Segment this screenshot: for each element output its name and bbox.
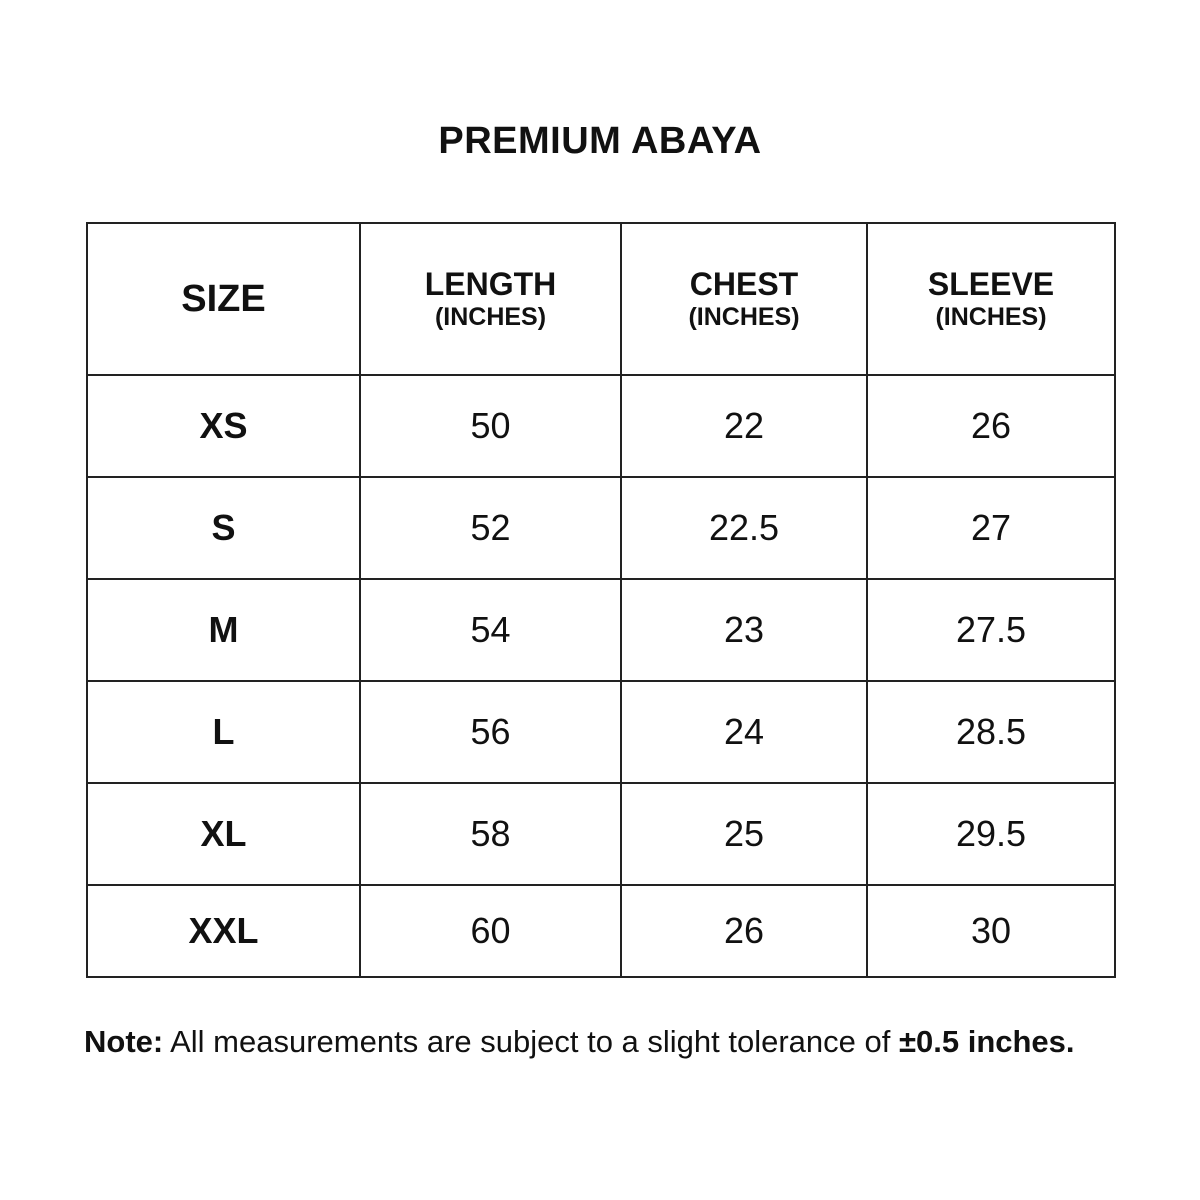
- table-row: [87, 783, 1115, 885]
- sleeve-cell: 27.5: [867, 579, 1115, 681]
- size-cell: XL: [87, 783, 360, 885]
- size-cell: M: [87, 579, 360, 681]
- header-sleeve-unit: (INCHES): [935, 303, 1047, 331]
- header-chest: [621, 223, 867, 375]
- size-cell: XS: [87, 375, 360, 477]
- length-cell: 58: [360, 783, 621, 885]
- size-cell: L: [87, 681, 360, 783]
- table-header-row: [87, 223, 1115, 375]
- table-row: [87, 477, 1115, 579]
- table-row: [87, 885, 1115, 977]
- size-chart-table: [86, 222, 1116, 978]
- length-cell: 52: [360, 477, 621, 579]
- header-sleeve-label: SLEEVE: [927, 266, 1055, 302]
- table-row: [87, 375, 1115, 477]
- size-cell: S: [87, 477, 360, 579]
- length-cell: 54: [360, 579, 621, 681]
- chest-cell: 23: [621, 579, 867, 681]
- header-chest-label: CHEST: [689, 266, 799, 302]
- measurement-note: [84, 1024, 1075, 1060]
- length-cell: 50: [360, 375, 621, 477]
- header-size: [87, 223, 360, 375]
- table-row: [87, 579, 1115, 681]
- chest-cell: 22: [621, 375, 867, 477]
- sleeve-cell: 26: [867, 375, 1115, 477]
- header-size-label: SIZE: [181, 277, 266, 320]
- header-chest-unit: (INCHES): [688, 303, 800, 331]
- sleeve-cell: 28.5: [867, 681, 1115, 783]
- header-length-unit: (INCHES): [434, 303, 547, 331]
- chest-cell: 22.5: [621, 477, 867, 579]
- length-cell: 56: [360, 681, 621, 783]
- length-cell: 60: [360, 885, 621, 977]
- chest-cell: 24: [621, 681, 867, 783]
- header-sleeve: [867, 223, 1115, 375]
- table-row: [87, 681, 1115, 783]
- header-length: [360, 223, 621, 375]
- page-title: PREMIUM ABAYA: [438, 120, 762, 162]
- sleeve-cell: 30: [867, 885, 1115, 977]
- note-label: Note:: [84, 1024, 164, 1059]
- header-length-label: LENGTH: [424, 266, 557, 302]
- chest-cell: 26: [621, 885, 867, 977]
- chest-cell: 25: [621, 783, 867, 885]
- sleeve-cell: 29.5: [867, 783, 1115, 885]
- size-cell: XXL: [87, 885, 360, 977]
- note-tolerance: ±0.5 inches.: [898, 1024, 1075, 1059]
- sleeve-cell: 27: [867, 477, 1115, 579]
- note-text: All measurements are subject to a slight tolerance of: [163, 1024, 899, 1059]
